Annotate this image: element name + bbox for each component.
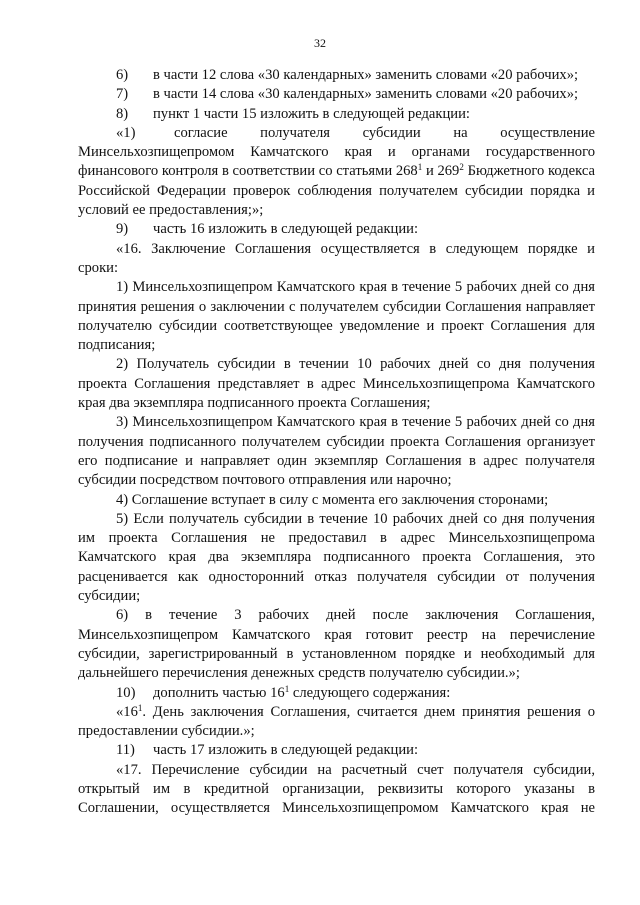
item-number: 10) <box>116 684 136 701</box>
paragraph-16-sup-1: «$16^1$. День заключения Соглашения, считается днем принятия решения о предоставлении субсидии.»; <box>78 702 595 740</box>
item-number: 9) <box>116 221 129 238</box>
document-body <box>78 66 595 819</box>
item-number: 8) <box>116 105 129 122</box>
item-number: 11) <box>116 742 135 759</box>
paragraph-16-4: 4) Соглашение вступает в силу с момента его заключения сторонами; <box>116 491 549 508</box>
item-text: в части 14 слова «30 календарных» заменить словами «20 рабочих»; <box>153 86 579 103</box>
paragraph-16-5: 5) Если получатель субсидии в течение 10 рабочих дней со дня получения им проекта Соглашения не предоставил в адрес Минсельхозпищепрома Камчатского края два экземпляра подписанного проекта Соглашения, это расценивается как односторонний отказ получателя субсидии от получения субсидии; <box>78 510 595 605</box>
quoted-item-1 <box>78 124 595 220</box>
item-first-line: согласие получателя субсидии на осуществление <box>174 124 595 141</box>
item-text: пункт 1 части 15 изложить в следующей редакции: <box>153 105 470 122</box>
paragraph-17: «17. Перечисление субсидии на расчетный счет получателя субсидии, открытый им в кредитной организации, реквизиты которого указаны в Соглашении, осуществляется Минсельхозпищепромом Камчатского края не <box>78 761 595 817</box>
paragraph-16-intro: «16. Заключение Соглашения осуществляется в следующем порядке и сроки: <box>78 240 595 276</box>
item-text: дополнить частью $16^1$ следующего содержания: <box>153 683 451 701</box>
paragraph-16-6: 6) в течение 3 рабочих дней после заключения Соглашения, Минсельхозпищепром Камчатского края готовит реестр на перечисление субсидии, зарегистрированный в установленном порядке и необходимый для дальнейшего перечисления денежных средств получателю субсидии.»; <box>78 607 595 682</box>
paragraph-16-1: 1) Минсельхозпищепром Камчатского края в течение 5 рабочих дней со дня принятия решения о заключении с получателем субсидии Соглашения направляет получателю субсидии соответствующее уведомление и проект Соглашения для подписания; <box>78 279 595 354</box>
item-text: часть 17 изложить в следующей редакции: <box>153 742 419 759</box>
item-number: «1) <box>116 124 136 141</box>
paragraph-16-2: 2) Получатель субсидии в течении 10 рабочих дней со дня получения проекта Соглашения представляет в адрес Минсельхозпищепрома Камчатского края два экземпляра подписанного проекта Соглашения; <box>78 356 595 412</box>
item-text: часть 16 изложить в следующей редакции: <box>153 221 419 238</box>
list-item-9 <box>78 220 595 239</box>
item-continuation: Минсельхозпищепромом Камчатского края и органами государственного финансового контроля в соответствии со статьями $268^1$ и $269^2$ Бюджетного кодекса Российской Федерации проверок соблюдения получателем субсидии порядка и условий ее предоставления;»; <box>78 144 595 219</box>
list-item-6 <box>78 66 595 85</box>
paragraph-16-3: 3) Минсельхозпищепром Камчатского края в течение 5 рабочих дней со дня получения подписанного получателем субсидии проекта Соглашения организует его подписание и направляет один экземпляр Соглашения в адрес получателя субсидии посредством почтового отправления или нарочно; <box>78 414 595 489</box>
item-number: 7) <box>116 86 129 103</box>
list-item-8 <box>78 105 595 124</box>
page-number: 32 <box>314 36 326 50</box>
list-item-7 <box>78 85 595 104</box>
list-item-11 <box>78 741 595 760</box>
item-text: в части 12 слова «30 календарных» заменить словами «20 рабочих»; <box>153 67 579 83</box>
item-number: 6) <box>116 67 129 83</box>
list-item-10 <box>78 684 595 703</box>
